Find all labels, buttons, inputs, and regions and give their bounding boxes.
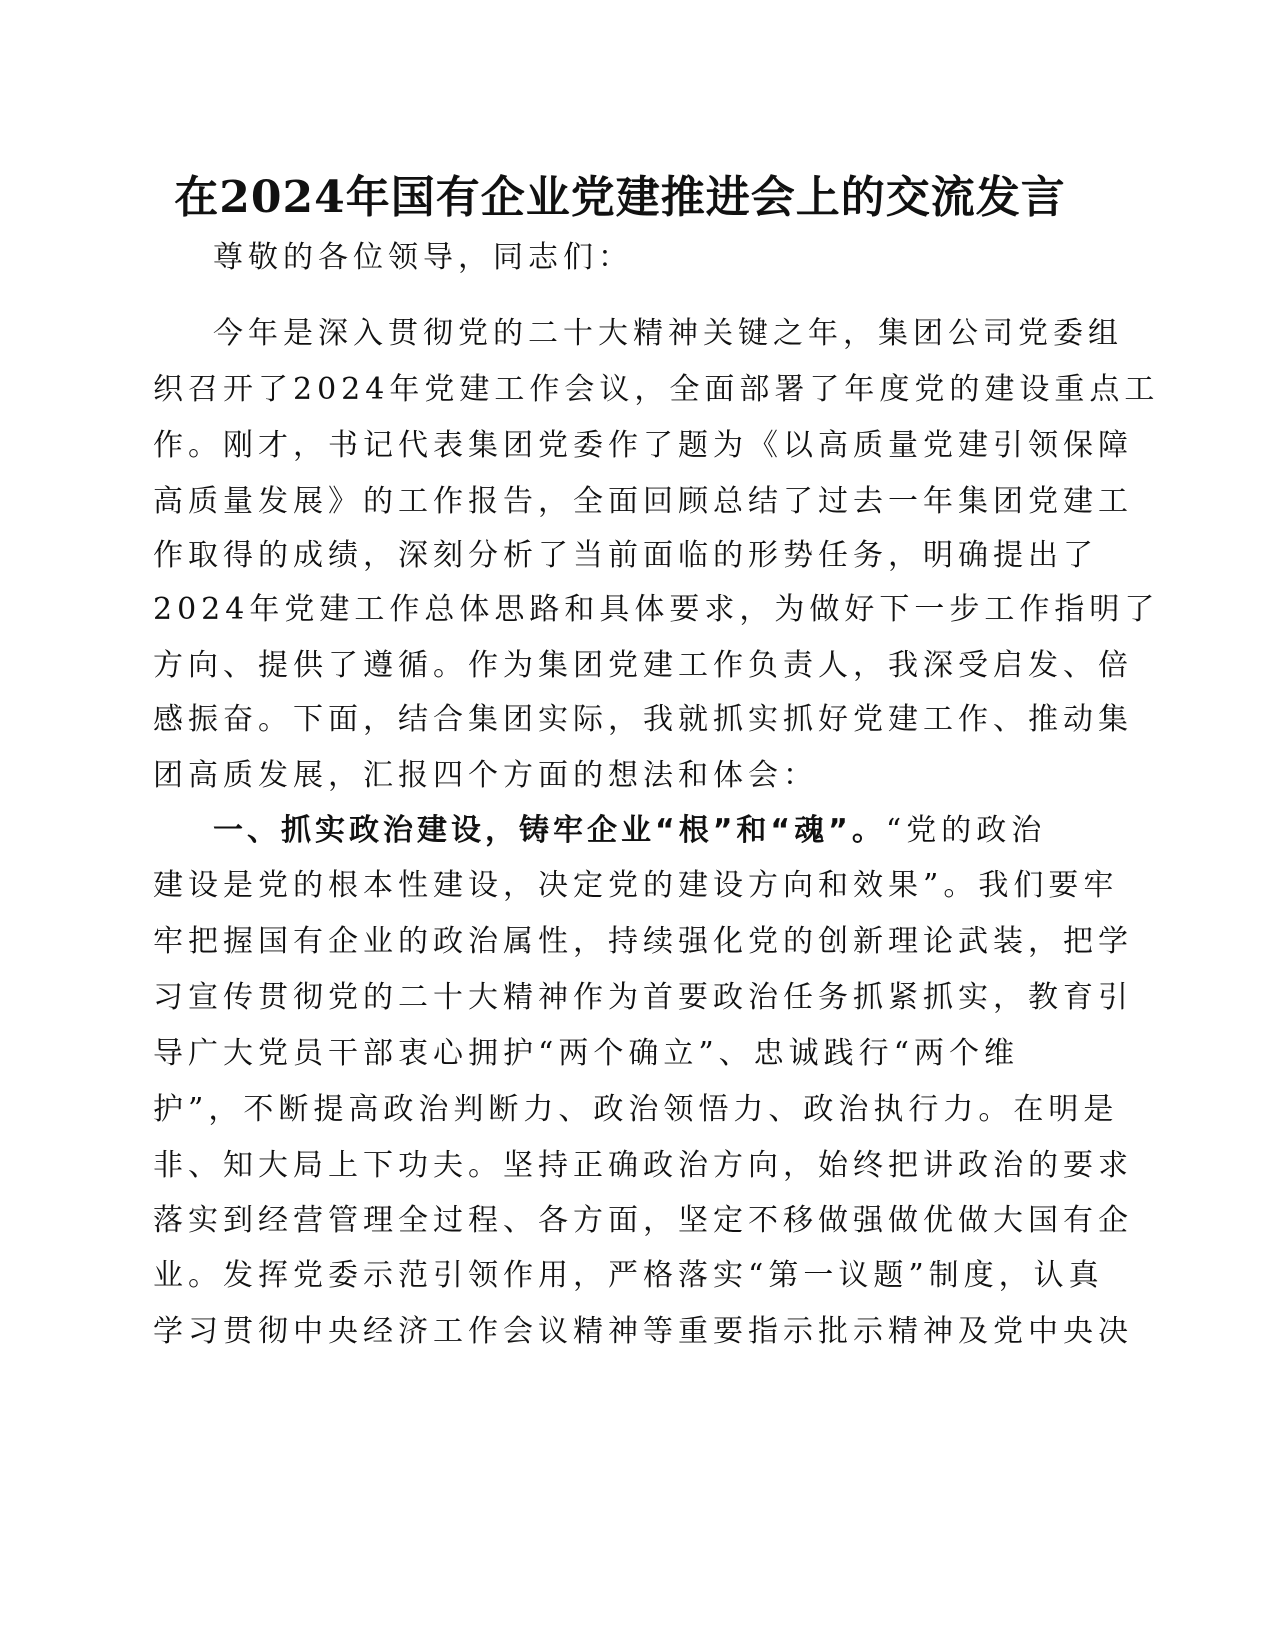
section-1-line: 建设是党的根本性建设，决定党的建设方向和效果”。我们要牢 bbox=[153, 868, 1119, 903]
section-1-first-line bbox=[213, 803, 1046, 859]
intro-line: 今年是深入贯彻党的二十大精神关键之年，集团公司党委组 bbox=[213, 316, 1123, 351]
section-1-line: 非、知大局上下功夫。坚持正确政治方向，始终把讲政治的要求 bbox=[153, 1148, 1133, 1183]
section-1-line: 业。发挥党委示范引领作用，严格落实“第一议题”制度，认真 bbox=[153, 1258, 1104, 1293]
section-1-line: 导广大党员干部衷心拥护“两个确立”、忠诚践行“两个维 bbox=[153, 1036, 1020, 1071]
section-1-line: 牢把握国有企业的政治属性，持续强化党的创新理论武装，把学 bbox=[153, 924, 1133, 959]
intro-line: 高质量发展》的工作报告，全面回顾总结了过去一年集团党建工 bbox=[153, 484, 1133, 519]
intro-line: 织召开了2024年党建工作会议，全面部署了年度党的建设重点工 bbox=[153, 372, 1160, 407]
section-1-line: 习宣传贯彻党的二十大精神作为首要政治任务抓紧抓实，教育引 bbox=[153, 980, 1133, 1015]
section-1-line: 落实到经营管理全过程、各方面，坚定不移做强做优做大国有企 bbox=[153, 1203, 1133, 1238]
intro-line: 作。刚才，书记代表集团党委作了题为《以高质量党建引领保障 bbox=[153, 428, 1133, 463]
section-1-line: 护”，不断提高政治判断力、政治领悟力、政治执行力。在明是 bbox=[153, 1092, 1119, 1127]
intro-line: 方向、提供了遵循。作为集团党建工作负责人，我深受启发、倍 bbox=[153, 648, 1133, 683]
intro-line: 团高质发展，汇报四个方面的想法和体会： bbox=[153, 758, 818, 793]
section-1-heading: 一、抓实政治建设，铸牢企业“根”和“魂”。 bbox=[213, 813, 886, 848]
greeting-line: 尊敬的各位领导，同志们： bbox=[213, 240, 633, 275]
intro-line: 2024年党建工作总体思路和具体要求，为做好下一步工作指明了 bbox=[153, 592, 1160, 627]
section-1-line: 学习贯彻中央经济工作会议精神等重要指示批示精神及党中央决 bbox=[153, 1314, 1133, 1349]
intro-line: 作取得的成绩，深刻分析了当前面临的形势任务，明确提出了 bbox=[153, 538, 1098, 573]
document-title: 在2024年国有企业党建推进会上的交流发言 bbox=[174, 172, 1066, 223]
intro-line: 感振奋。下面，结合集团实际，我就抓实抓好党建工作、推动集 bbox=[153, 702, 1133, 737]
section-1-quote-start: “党的政治 bbox=[885, 813, 1047, 848]
